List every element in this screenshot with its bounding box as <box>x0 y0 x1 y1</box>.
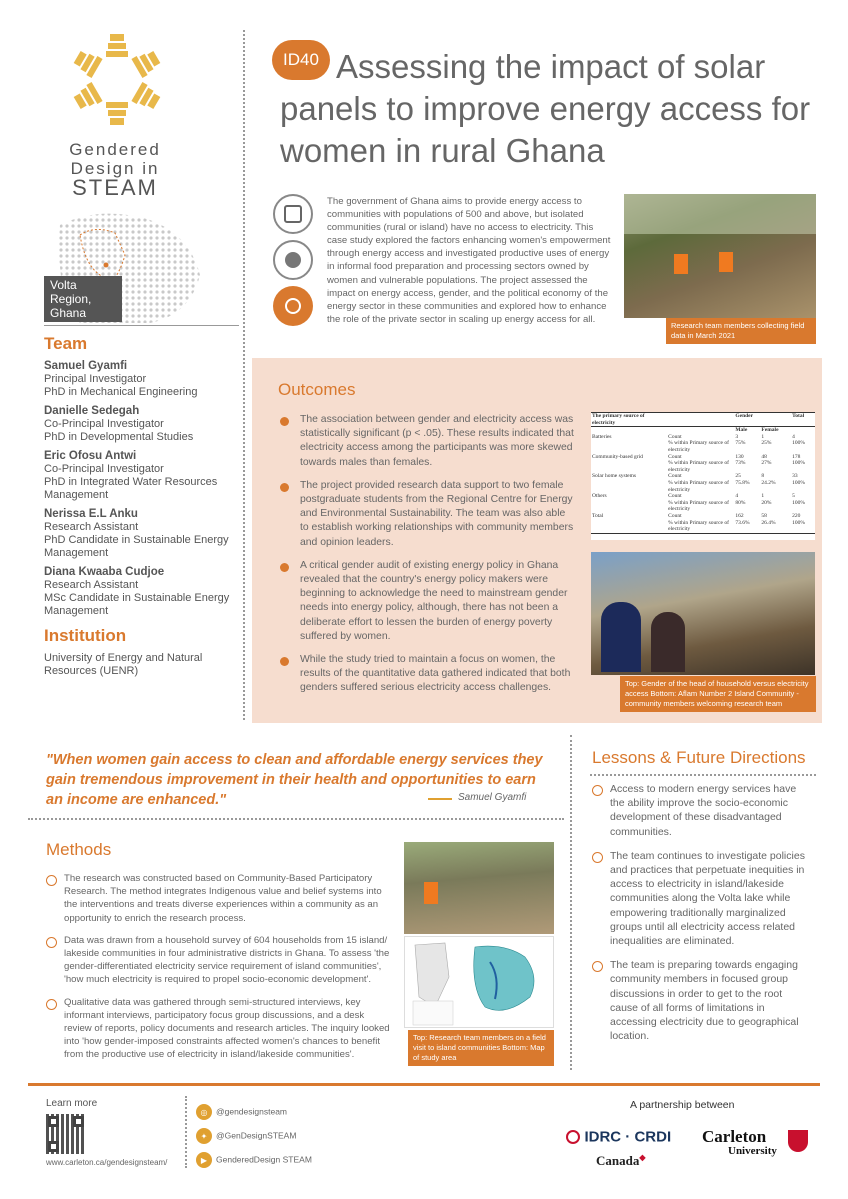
field-data-caption: Research team members collecting field data in March 2021 <box>666 318 816 344</box>
method-item: The research was constructed based on Community-Based Participatory Research. The method integrates Indigenous value and belief systems into the interventions and treats diverse experiences within a community as an opportunity to enrich the research process. <box>46 872 392 925</box>
member-degree: MSc Candidate in Sustainable Energy Management <box>44 592 230 617</box>
lesson-item: Access to modern energy services have the ability improve the socio-economic development of these disadvantaged communities. <box>592 782 808 839</box>
outcome-item: While the study tried to maintain a focus on women, the results of the quantitative data gathered indicated that both genders suffered serious electricity access challenges. <box>280 653 575 696</box>
lesson-item: The team is preparing towards engaging community members in focused group discussions in order to get to the root cause of all forms of limitations in accessing electricity due to geographical location. <box>592 958 808 1043</box>
quote-rule <box>428 798 452 800</box>
carleton-line-1: Carleton <box>702 1127 767 1146</box>
community-photo <box>591 552 815 675</box>
id-badge: ID40 <box>272 40 330 80</box>
partnership-label: A partnership between <box>630 1099 735 1111</box>
member-degree: PhD in Mechanical Engineering <box>44 386 198 398</box>
idrc-logo <box>566 1128 676 1146</box>
lessons-list <box>592 782 808 1043</box>
instagram-icon: ◎ <box>196 1104 212 1120</box>
table-row: % within Primary source of electricity 73.6% 26.4% 100% <box>591 520 815 534</box>
institution-heading: Institution <box>44 626 127 645</box>
logo-line-3: STEAM <box>72 175 158 200</box>
member-role: Co-Principal Investigator <box>44 463 164 475</box>
maple-leaf-icon: ◆ <box>639 1153 646 1162</box>
team-heading: Team <box>44 334 88 353</box>
team-member <box>44 508 239 560</box>
carleton-line-2: University <box>728 1145 777 1157</box>
table-row: % within Primary source of electricity 75% 25% 100% <box>668 440 805 453</box>
logo-line-2: Design in <box>70 159 160 178</box>
youtube-icon: ▶ <box>196 1152 212 1168</box>
lessons-divider <box>570 735 572 1070</box>
methods-heading: Methods <box>46 840 112 859</box>
youtube-link[interactable]: ▶ GenderedDesign STEAM <box>196 1152 312 1168</box>
table-row: Batteries Count 3 1 4 <box>592 433 795 440</box>
lessons-rule <box>590 774 816 776</box>
member-name: Samuel Gyamfi <box>44 360 128 372</box>
methods-caption: Top: Research team members on a field visit to island communities Bottom: Map of study area <box>408 1030 554 1066</box>
engineering-icon <box>273 240 313 280</box>
member-role: Co-Principal Investigator <box>44 418 164 430</box>
outcomes-list <box>280 413 575 696</box>
member-role: Research Assistant <box>44 521 139 533</box>
member-name: Danielle Sedegah <box>44 405 140 417</box>
institution-name: University of Energy and Natural Resources (UENR) <box>44 652 203 677</box>
table-row: Total Count 162 58 220 <box>592 512 801 519</box>
team-member <box>44 405 239 444</box>
table-col-male: Male <box>735 427 748 434</box>
table-col-total: Total <box>791 413 815 427</box>
team-section <box>44 325 239 678</box>
method-item: Qualitative data was gathered through semi-structured interviews, key informant interviews, participatory focus group discussions, and a desk review of reports, policy documents and research articles. The inquiry looked into 'how gender-imposed constraints affected women's chances to benefit from the productive use of electricity in island/lakeside communities'. <box>46 996 392 1062</box>
table-col-source: The primary source of electricity <box>591 413 667 427</box>
intro-text: The government of Ghana aims to provide energy access to communities with populations of 500 and above, but isolated communities (rural or island) have no access to electricity. This case study explored the factors enhancing women's empowerment through energy access and investigated productive uses of energy in informal food preparation and processing sectors owned by women and vulnerable populations. The project assessed the impact on energy access, gender, and the political economy of the energy sector in these communities and explored how to enhance the role of the private sector in scaling up energy access for all. <box>327 196 611 325</box>
table-row: % within Primary source of electricity 75.8% 24.2% 100% <box>668 479 805 493</box>
outcome-item: A critical gender audit of existing energy policy in Ghana revealed that the country's energy policy makers were beginning to acknowledge the need to mainstream gender needs into energy policy, although, there has not been a deliberate effort to lessen the burden of energy poverty suffered by women. <box>280 559 575 644</box>
member-name: Diana Kwaaba Cudjoe <box>44 566 165 578</box>
outcomes-caption: Top: Gender of the head of household versus electricity access Bottom: Aflam Number 2 Island Community - community members welcoming research team <box>620 676 816 712</box>
outcome-item: The association between gender and electricity access was statistically significant (p < .05). These results indicated that electricity access among the participants was more skewed towards males than females. <box>280 413 575 470</box>
study-area-map <box>404 936 554 1028</box>
team-member <box>44 360 239 399</box>
technology-icon <box>273 194 313 234</box>
member-role: Principal Investigator <box>44 373 147 385</box>
canada-wordmark: Canada◆ <box>596 1153 646 1168</box>
instagram-link[interactable]: ◎ @gendesignsteam <box>196 1104 287 1120</box>
logo-line-1: Gendered <box>69 140 161 159</box>
qr-code[interactable] <box>46 1114 86 1154</box>
table-row: Others Count 4 1 5 <box>592 493 795 500</box>
footer-rule <box>28 1083 820 1086</box>
methods-list <box>46 872 392 1062</box>
outcomes-heading: Outcomes <box>278 380 356 399</box>
outcome-item: The project provided research data support to two female postgraduate students from the Regional Centre for Energy and Environmental Sustainability. The team was also able to establish working relationships with community members and opinion leaders. <box>280 479 575 550</box>
quote-author: Samuel Gyamfi <box>458 792 527 803</box>
table-row: Solar home systems Count 25 8 33 <box>592 473 798 480</box>
gender-electricity-table <box>591 412 815 540</box>
region-label: Volta Region, Ghana <box>44 276 122 322</box>
logo-wordmark <box>30 140 200 200</box>
page-title: Assessing the impact of solar panels to improve energy access for women in rural Ghana <box>280 48 811 169</box>
lessons-heading: Lessons & Future Directions <box>592 748 806 767</box>
member-degree: PhD in Integrated Water Resources Management <box>44 476 218 501</box>
lesson-item: The team continues to investigate policies and practices that perpetuate inequities in access to electricity in island/lakeside communities along the Volta lake while empowering traditionally marginalized groups until all electricity access related inequalities are eliminated. <box>592 849 808 948</box>
sidebar-divider <box>243 30 245 720</box>
twitter-link[interactable]: ✦ @GenDesignSTEAM <box>196 1128 296 1144</box>
discipline-icons <box>273 194 315 326</box>
footer-divider <box>185 1096 187 1168</box>
member-degree: PhD in Developmental Studies <box>44 431 194 443</box>
team-member <box>44 450 239 502</box>
method-item: Data was drawn from a household survey of 604 households from 15 island/ lakeside communities in four administrative districts in Ghana. To assess 'the gender-differentiated electricity service requirement of island communities', 'how much electricity is required to propel socio-economic development'. <box>46 934 392 987</box>
renewable-energy-icon <box>273 286 313 326</box>
member-name: Eric Ofosu Antwi <box>44 450 137 462</box>
website-link[interactable]: www.carleton.ca/gendesignsteam/ <box>46 1158 168 1167</box>
table-col-female: Female <box>761 427 779 434</box>
team-rule <box>44 325 239 326</box>
field-visit-photo <box>404 842 554 934</box>
member-name: Nerissa E.L Anku <box>44 508 138 520</box>
member-role: Research Assistant <box>44 579 139 591</box>
carleton-shield-icon <box>788 1130 808 1152</box>
table-row: % within Primary source of electricity 80% 20% 100% <box>668 499 805 513</box>
idrc-emblem-icon <box>566 1130 580 1144</box>
team-member <box>44 566 239 618</box>
learn-more-label: Learn more <box>46 1098 98 1109</box>
twitter-icon: ✦ <box>196 1128 212 1144</box>
table-row: % within Primary source of electricity 73% 27% 100% <box>668 460 805 473</box>
logo-mark <box>72 30 162 130</box>
methods-divider <box>28 818 564 820</box>
table-col-gender: Gender <box>734 413 791 427</box>
idrc-text: IDRC · CRDI <box>584 1128 672 1146</box>
pull-quote: "When women gain access to clean and affordable energy services they gain tremendous improvement in their health and opportunities to earn an income are enhanced." <box>46 752 543 808</box>
carleton-logo <box>702 1128 812 1157</box>
table-row: Community-based grid Count 130 48 178 <box>592 453 801 460</box>
member-degree: PhD Candidate in Sustainable Energy Management <box>44 534 229 559</box>
field-data-photo <box>624 194 816 318</box>
